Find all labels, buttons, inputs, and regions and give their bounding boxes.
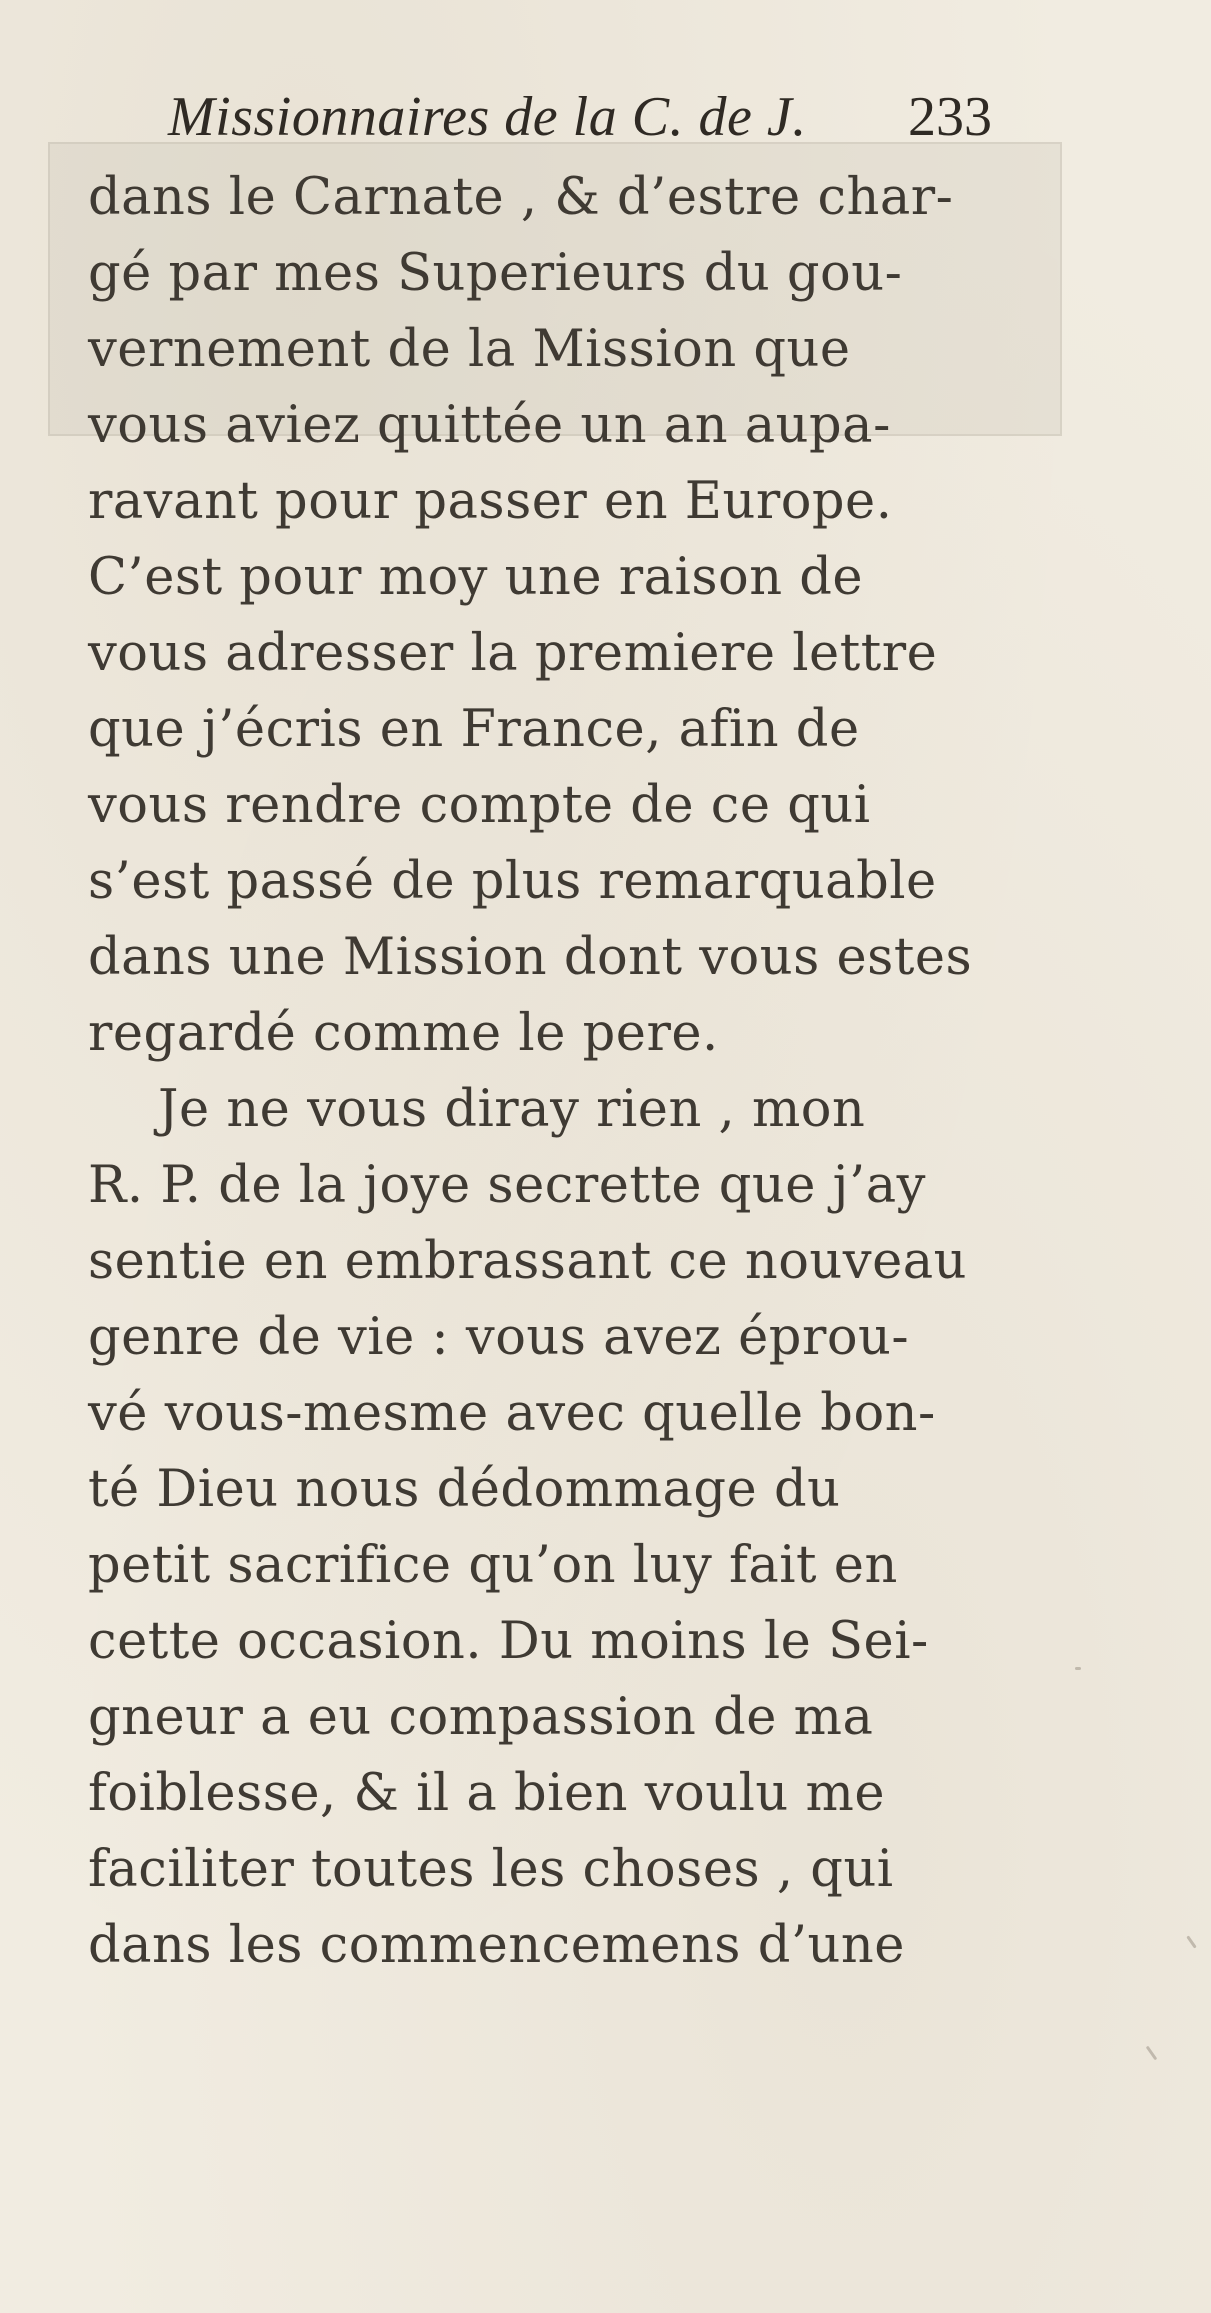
running-head: [168, 72, 1028, 162]
paper-speck: [1146, 2046, 1158, 2061]
text-line: s’est passé de plus remarquable: [88, 852, 937, 911]
text-line: cette occasion. Du moins le Sei-: [88, 1612, 929, 1671]
text-line: que j’écris en France, afin de: [88, 700, 860, 759]
paper-speck: [1186, 1935, 1196, 1948]
paper-speck: [1075, 1667, 1081, 1670]
paragraph-first-line: Je ne vous diray rien , mon: [158, 1080, 866, 1139]
text-line: vous rendre compte de ce qui: [88, 776, 871, 835]
body-text: [88, 160, 1038, 1984]
text-line: petit sacrifice qu’on luy fait en: [88, 1536, 898, 1595]
text-line: dans le Carnate , & d’estre char-: [88, 168, 954, 227]
text-line: C’est pour moy une raison de: [88, 548, 864, 607]
page-number: 233: [908, 86, 992, 148]
text-line: vous aviez quittée un an aupa-: [88, 396, 891, 455]
text-line: vernement de la Mission que: [88, 320, 851, 379]
text-line: vous adresser la premiere lettre: [88, 624, 938, 683]
text-line: vé vous-mesme avec quelle bon-: [88, 1384, 936, 1443]
text-line: gneur a eu compassion de ma: [88, 1688, 874, 1747]
text-line: dans les commencemens d’une: [88, 1916, 905, 1975]
text-line: sentie en embrassant ce nouveau: [88, 1232, 968, 1291]
text-line: R. P. de la joye secrette que j’ay: [88, 1156, 926, 1215]
text-line: ravant pour passer en Europe.: [88, 472, 893, 531]
text-line: té Dieu nous dédommage du: [88, 1460, 841, 1519]
text-line: gé par mes Superieurs du gou-: [88, 244, 903, 303]
text-line: genre de vie : vous avez éprou-: [88, 1308, 910, 1367]
text-line: dans une Mission dont vous estes: [88, 928, 973, 987]
text-line: faciliter toutes les choses , qui: [88, 1840, 894, 1899]
text-line: regardé comme le pere.: [88, 1004, 719, 1063]
running-head-title: Missionnaires de la C. de J.: [168, 86, 807, 148]
text-line: foiblesse, & il a bien voulu me: [88, 1764, 886, 1823]
